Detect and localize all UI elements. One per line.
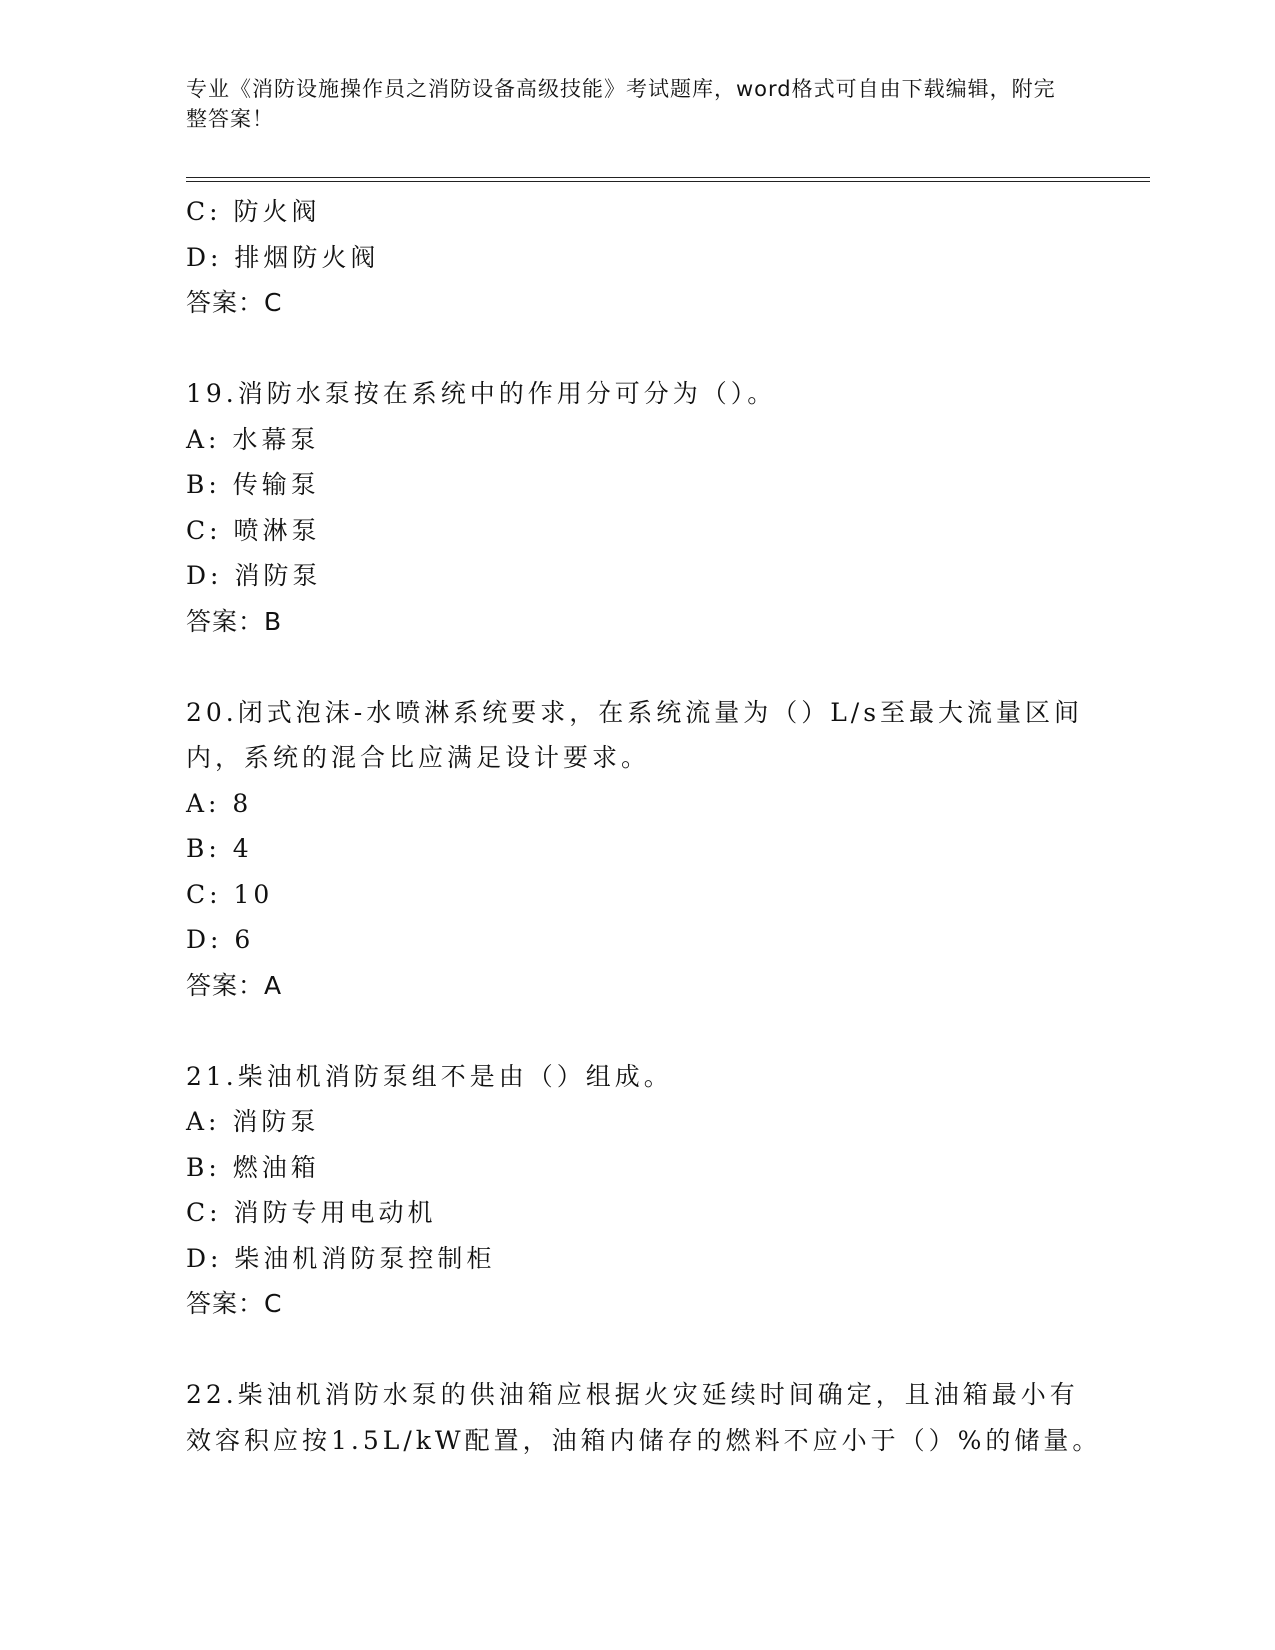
option-b: B: 4 xyxy=(186,834,253,863)
option-d: D: 消防泵 xyxy=(186,561,322,590)
question-stem-line-2: 效容积应按1.5L/kW配置，油箱内储存的燃料不应小于（）%的储量。 xyxy=(186,1425,1102,1455)
option-b: B: 传输泵 xyxy=(186,470,320,499)
question-stem: 21.柴油机消防泵组不是由（）组成。 xyxy=(186,1061,673,1091)
question-stem: 19.消防水泵按在系统中的作用分可分为（）。 xyxy=(186,379,777,408)
document-header: 专业《消防设施操作员之消防设备高级技能》考试题库，word格式可自由下载编辑，附完整答案！ xyxy=(186,77,1056,131)
question-stem-line-1: 22.柴油机消防水泵的供油箱应根据火灾延续时间确定，且油箱最小有 xyxy=(186,1380,1079,1409)
answer: 答案：C xyxy=(186,288,283,317)
option-d: D: 排烟防火阀 xyxy=(186,242,380,272)
question-19 xyxy=(186,371,1086,644)
header-divider xyxy=(186,177,1150,182)
answer: 答案：B xyxy=(186,606,283,636)
question-21 xyxy=(186,1054,1086,1327)
spacer xyxy=(186,1327,1086,1373)
spacer xyxy=(186,1008,1086,1054)
spacer xyxy=(186,326,1086,372)
question-stem-line-1: 20.闭式泡沫-水喷淋系统要求，在系统流量为（）L/s至最大流量区间 xyxy=(186,697,1084,727)
option-d: D: 6 xyxy=(186,925,255,954)
option-a: A: 8 xyxy=(186,788,253,818)
option-c: C: 消防专用电动机 xyxy=(186,1198,437,1227)
question-20 xyxy=(186,690,1086,1009)
spacer xyxy=(186,644,1086,690)
answer: 答案：A xyxy=(186,970,283,1000)
option-c: C: 喷淋泵 xyxy=(186,515,321,545)
option-d: D: 柴油机消防泵控制柜 xyxy=(186,1243,496,1273)
question-18-tail xyxy=(186,189,1086,326)
question-stem-line-2: 内，系统的混合比应满足设计要求。 xyxy=(186,743,651,772)
option-a: A: 水幕泵 xyxy=(186,424,320,454)
question-list xyxy=(186,189,1102,1463)
option-c: C: 防火阀 xyxy=(186,197,321,226)
option-a: A: 消防泵 xyxy=(186,1107,320,1136)
question-22 xyxy=(186,1372,1102,1463)
answer: 答案：C xyxy=(186,1289,283,1318)
option-c: C: 10 xyxy=(186,879,274,909)
option-b: B: 燃油箱 xyxy=(186,1152,320,1182)
